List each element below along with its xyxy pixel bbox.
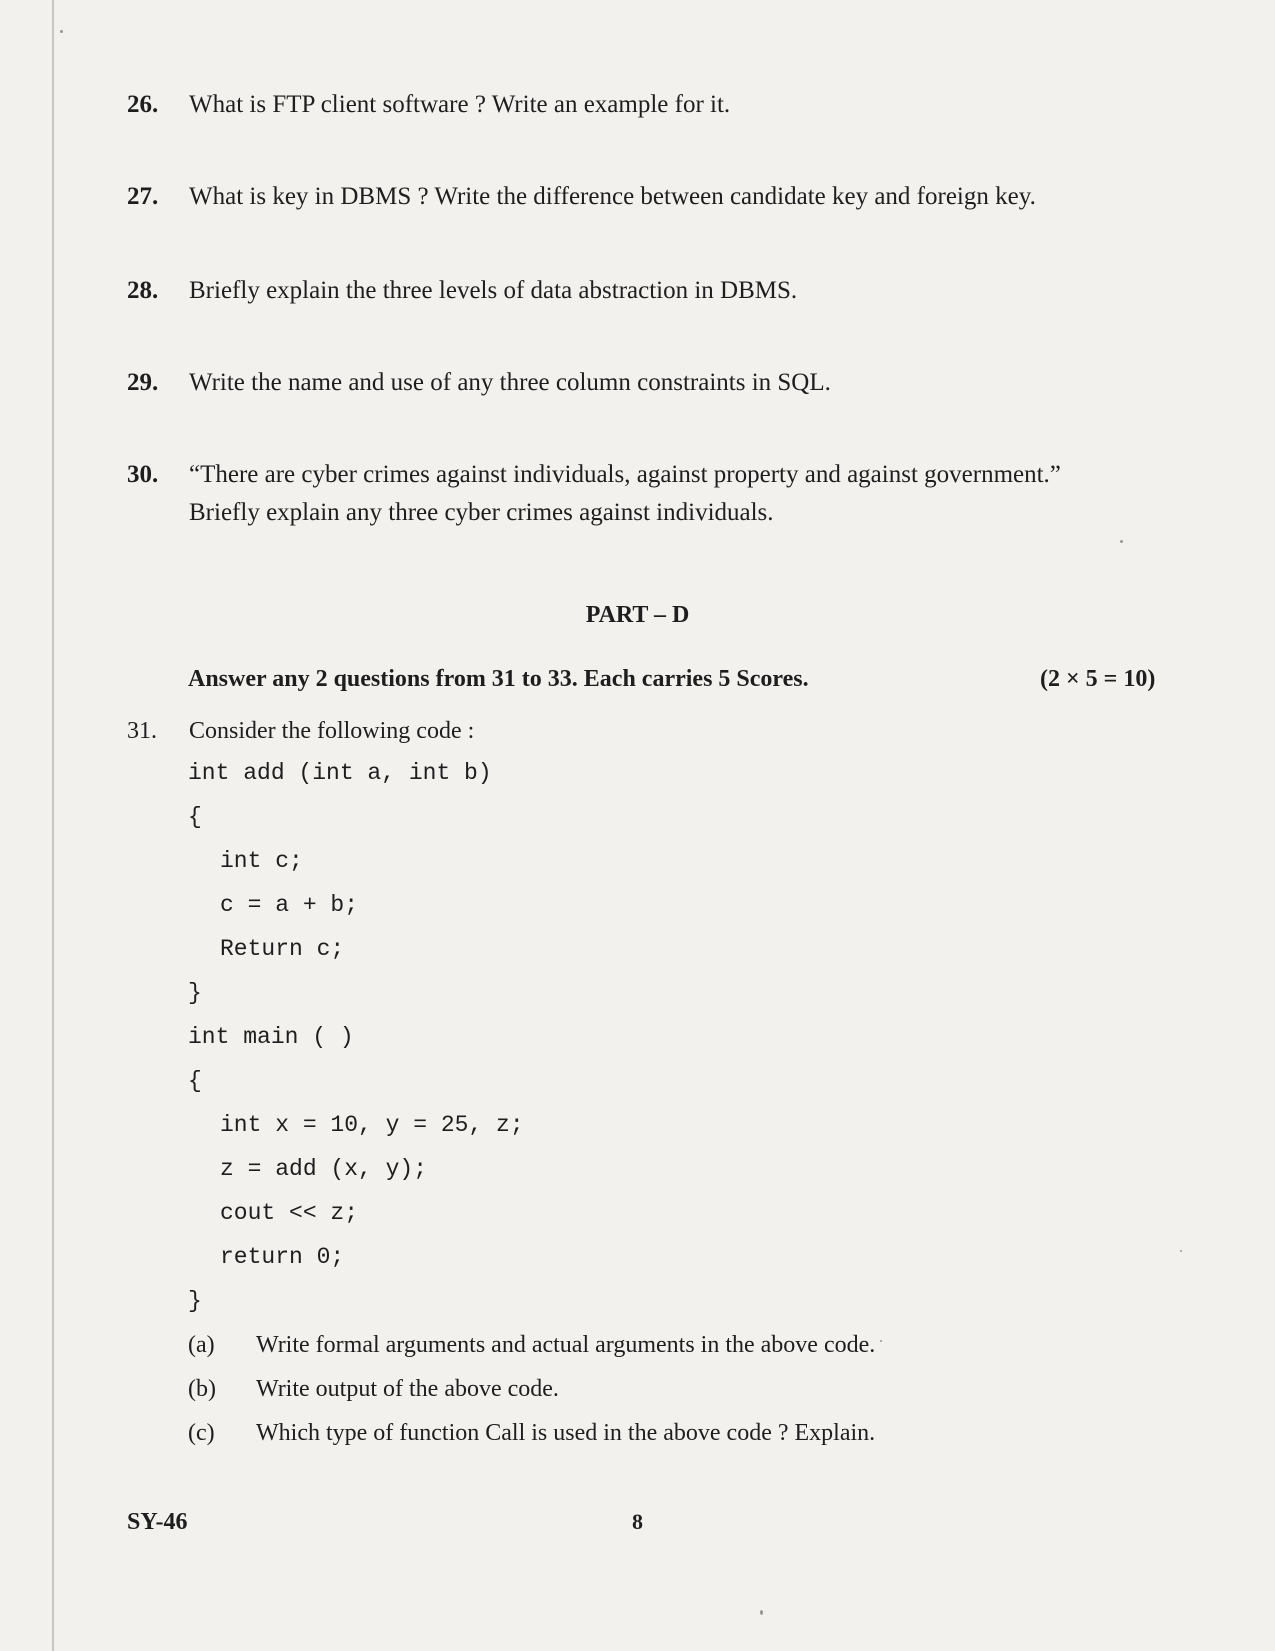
code-line: int add (int a, int b) [188, 760, 492, 786]
scan-speck [880, 1340, 882, 1342]
code-line: cout << z; [220, 1200, 359, 1226]
scan-speck [60, 30, 63, 33]
code-line: int main ( ) [188, 1024, 354, 1050]
subpart-text: Which type of function Call is used in the above code ? Explain. [256, 1420, 876, 1446]
question-text: What is key in DBMS ? Write the difference between candidate key and foreign key. [189, 183, 1036, 210]
code-line: } [188, 1288, 202, 1314]
code-line: z = add (x, y); [220, 1156, 428, 1182]
paper-code: SY-46 [127, 1509, 188, 1535]
scan-speck [1120, 540, 1123, 543]
subpart-text: Write output of the above code. [256, 1376, 559, 1402]
question-number: 28. [127, 277, 159, 304]
subpart-label: (a) [188, 1332, 215, 1358]
subpart-label: (c) [188, 1420, 215, 1446]
question-number: 29. [127, 369, 159, 396]
paper-edge [52, 0, 54, 1651]
question-number: 31. [127, 718, 157, 744]
page-number: 8 [632, 1509, 643, 1534]
code-line: { [188, 804, 202, 830]
part-scores: (2 × 5 = 10) [1040, 666, 1156, 692]
question-number: 30. [127, 461, 159, 488]
scan-speck [760, 1610, 763, 1615]
question-number: 27. [127, 183, 159, 210]
question-text-continued: Briefly explain any three cyber crimes against individuals. [189, 499, 774, 526]
question-text: What is FTP client software ? Write an example for it. [189, 91, 731, 118]
code-line: Return c; [220, 936, 345, 962]
question-number: 26. [127, 91, 159, 118]
part-instruction: Answer any 2 questions from 31 to 33. Each carries 5 Scores. [188, 666, 809, 692]
question-text: “There are cyber crimes against individuals, against property and against government.” [189, 461, 1061, 488]
code-line: { [188, 1068, 202, 1094]
scan-speck [1180, 1250, 1182, 1252]
question-text: Briefly explain the three levels of data abstraction in DBMS. [189, 277, 798, 304]
part-heading: PART – D [585, 602, 690, 628]
code-line: c = a + b; [220, 892, 359, 918]
question-text: Consider the following code : [189, 718, 475, 744]
code-line: int c; [220, 848, 303, 874]
subpart-text: Write formal arguments and actual arguments in the above code. [256, 1332, 876, 1358]
code-line: return 0; [220, 1244, 345, 1270]
question-text: Write the name and use of any three column constraints in SQL. [189, 369, 831, 396]
code-line: int x = 10, y = 25, z; [220, 1112, 524, 1138]
code-line: } [188, 980, 202, 1006]
subpart-label: (b) [188, 1376, 216, 1402]
